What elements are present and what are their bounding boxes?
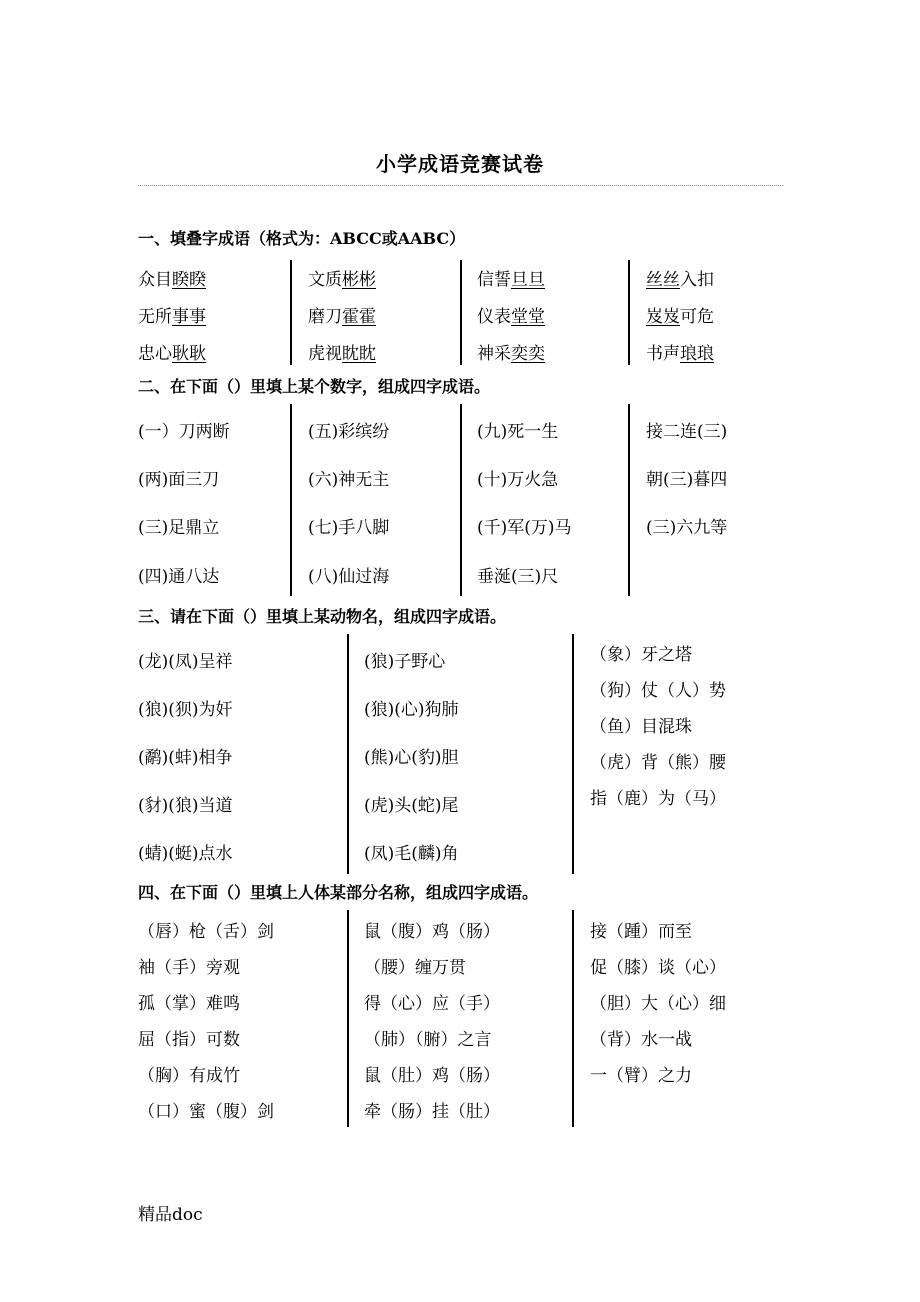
idiom-item: (六)神无主 [308,470,390,490]
section3-heading: 三、请在下面（）里填上某动物名，组成四字成语。 [138,607,507,626]
idiom-answer: 奕奕 [511,344,545,364]
idiom-item: (狼)子野心 [364,652,446,672]
idiom-item: (一）刀两断 [138,422,230,442]
idiom-item: (鹬)(蚌)相争 [138,748,233,768]
idiom-prefix: 书声 [646,344,680,364]
section2-divider [460,404,462,596]
idiom-item: (八)仙过海 [308,567,390,587]
idiom-item [308,302,376,327]
idiom-item [646,339,714,364]
idiom-item [138,339,206,364]
idiom-answer: 旦旦 [511,270,545,290]
idiom-item: (狼)(狈)为奸 [138,700,233,720]
idiom-item [646,302,714,327]
idiom-item [138,265,206,290]
idiom-answer: 堂堂 [511,307,545,327]
idiom-item: （肺）（腑）之言 [364,1030,492,1050]
idiom-prefix: 仪表 [477,307,511,327]
section2-divider [628,404,630,596]
idiom-item: （胸）有成竹 [138,1066,240,1086]
idiom-item: （唇）枪（舌）剑 [138,922,274,942]
idiom-item [477,339,545,364]
idiom-item: 孤（掌）难鸣 [138,994,240,1014]
idiom-answer: 霍霍 [342,307,376,327]
section4-divider [347,910,349,1127]
idiom-item: (三)六九等 [646,518,728,538]
idiom-answer: 事事 [172,307,206,327]
idiom-item: (七)手八脚 [308,518,390,538]
idiom-prefix: 信誓 [477,270,511,290]
idiom-item: 促（膝）谈（心） [590,958,726,978]
idiom-prefix: 神采 [477,344,511,364]
idiom-item: (十)万火急 [477,470,559,490]
idiom-prefix: 忠心 [138,344,172,364]
idiom-prefix: 众目 [138,270,172,290]
idiom-suffix: 入扣 [680,270,714,290]
section1-divider [628,260,630,365]
idiom-item: 接二连(三) [646,422,728,442]
idiom-prefix: 磨刀 [308,307,342,327]
idiom-item: (千)军(万)马 [477,518,572,538]
idiom-item: 垂涎(三)尺 [477,567,559,587]
section1-heading: 一、填叠字成语（格式为：ABCC或AABC） [138,229,466,248]
idiom-suffix: 可危 [680,307,714,327]
idiom-item: （口）蜜（腹）剑 [138,1102,274,1122]
idiom-answer: 彬彬 [342,270,376,290]
section1-divider [460,260,462,365]
idiom-answer: 丝丝 [646,270,680,290]
idiom-item: (虎)头(蛇)尾 [364,796,459,816]
idiom-item: 屈（指）可数 [138,1030,240,1050]
idiom-item: (五)彩缤纷 [308,422,390,442]
idiom-item: (三)足鼎立 [138,518,220,538]
idiom-prefix: 文质 [308,270,342,290]
idiom-item: (两)面三刀 [138,470,220,490]
idiom-item: （胆）大（心）细 [590,994,726,1014]
idiom-item: (蜻)(蜓)点水 [138,844,233,864]
idiom-answer: 耿耿 [172,344,206,364]
idiom-item: （鱼）目混珠 [590,717,692,737]
idiom-item: （狗）仗（人）势 [590,681,726,701]
idiom-answer: 睽睽 [172,270,206,290]
idiom-item: (豺)(狼)当道 [138,796,233,816]
idiom-item: 一（臂）之力 [590,1066,692,1086]
idiom-item: 鼠（腹）鸡（肠） [364,922,500,942]
section4-divider [572,910,574,1127]
idiom-answer: 眈眈 [342,344,376,364]
idiom-prefix: 无所 [138,307,172,327]
idiom-item: 鼠（肚）鸡（肠） [364,1066,500,1086]
idiom-item [646,265,714,290]
idiom-item: （背）水一战 [590,1030,692,1050]
section2-divider [290,404,292,596]
idiom-item: (狼)(心)狗肺 [364,700,459,720]
idiom-item: (四)通八达 [138,567,220,587]
section2-heading: 二、在下面（）里填上某个数字，组成四字成语。 [138,377,491,396]
idiom-prefix: 虎视 [308,344,342,364]
idiom-item: （腰）缠万贯 [364,958,466,978]
idiom-item [138,302,206,327]
idiom-item: （虎）背（熊）腰 [590,753,726,773]
section3-divider [572,634,574,874]
idiom-item: (九)死一生 [477,422,559,442]
idiom-item: （象）牙之塔 [590,645,692,665]
page-title: 小学成语竞赛试卷 [376,152,544,176]
section1-divider [290,260,292,365]
footer-label: 精品doc [138,1205,203,1225]
idiom-item: (凤)毛(麟)角 [364,844,459,864]
idiom-item [477,302,545,327]
idiom-item: (龙)(凤)呈祥 [138,652,233,672]
idiom-item [477,265,545,290]
idiom-item: 朝(三)暮四 [646,470,728,490]
idiom-item [308,265,376,290]
idiom-item: (熊)心(豹)胆 [364,748,459,768]
idiom-item: 得（心）应（手） [364,994,500,1014]
section3-divider [347,634,349,874]
idiom-item [308,339,376,364]
idiom-item: 牵（肠）挂（肚） [364,1102,500,1122]
idiom-answer: 岌岌 [646,307,680,327]
section4-heading: 四、在下面（）里填上人体某部分名称，组成四字成语。 [138,883,539,902]
idiom-item: 接（踵）而至 [590,922,692,942]
idiom-item: 袖（手）旁观 [138,958,240,978]
idiom-item: 指（鹿）为（马） [590,789,726,809]
idiom-answer: 琅琅 [680,344,714,364]
title-divider [138,185,783,186]
